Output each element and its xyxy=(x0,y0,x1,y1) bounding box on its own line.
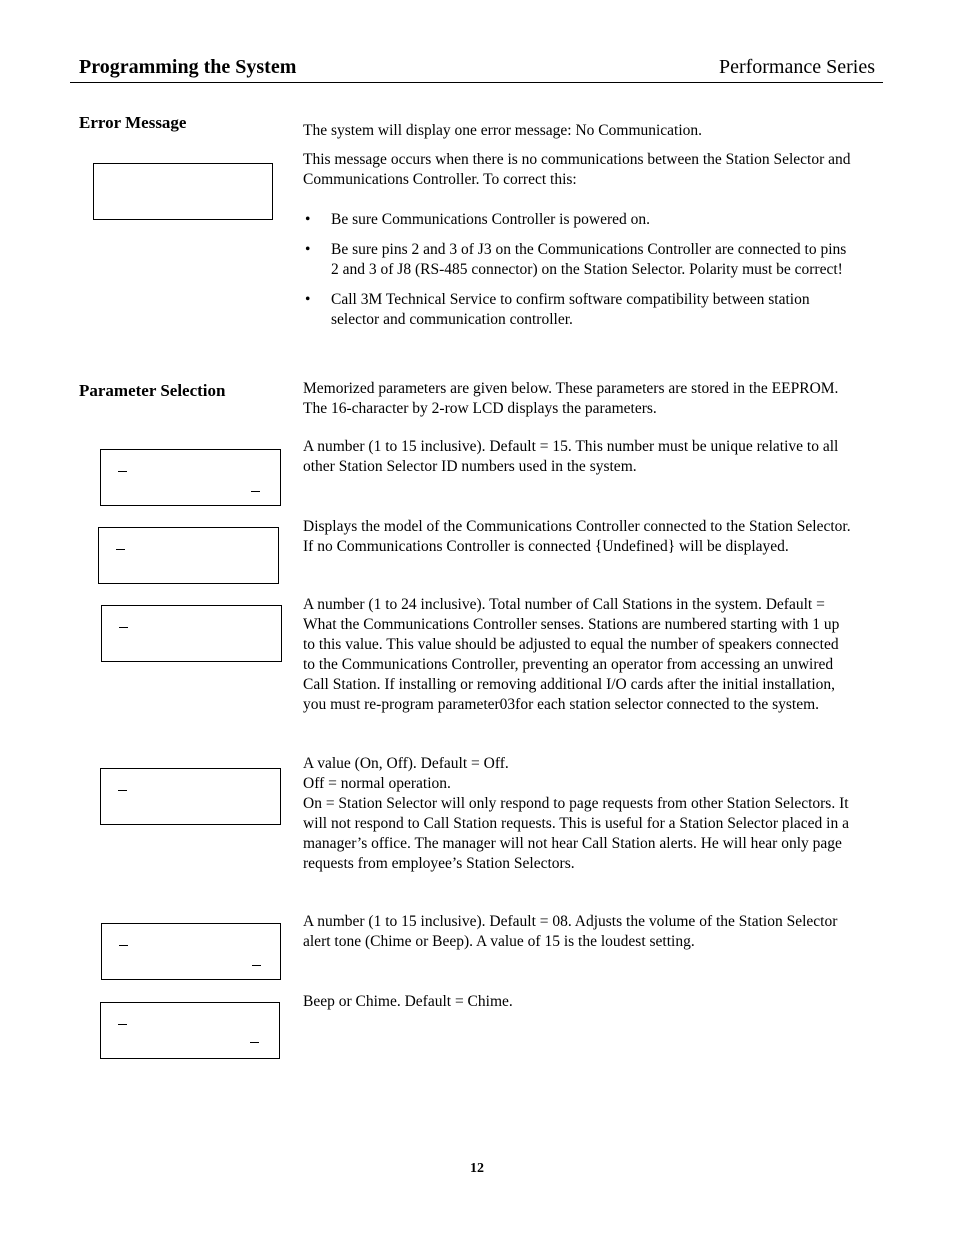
param-5-description xyxy=(303,912,853,952)
lcd-cursor xyxy=(118,471,127,472)
error-fix-list xyxy=(303,210,853,340)
error-intro xyxy=(303,121,853,141)
param-3-text: A number (1 to 24 inclusive). Total number of Call Stations in the system. Default = What the Communications Controller senses. Stations are numbered starting with 1 up to this value. This value should be adjusted to equal the number of speakers connected to the Communications Controller, preventing an operator from accessing an unwired Call Station. If installing or removing additional I/O cards after the initial installation, you must re-program parameter03for each station selector connected to the system. xyxy=(303,596,840,713)
error-intro-text: The system will display one error message: No Communication. xyxy=(303,122,703,139)
lcd-display-param-5 xyxy=(101,923,281,980)
lcd-cursor xyxy=(119,945,128,946)
lcd-display-param-1 xyxy=(100,449,281,506)
param-5-text: A number (1 to 15 inclusive). Default = 08. Adjusts the volume of the Station Selector alert tone (Chime or Beep). A value of 15 is the loudest setting. xyxy=(303,913,838,950)
error-message-heading: Error Message xyxy=(79,113,187,132)
error-description xyxy=(303,150,853,190)
lcd-display-param-2 xyxy=(98,527,279,584)
param-2-description xyxy=(303,517,853,557)
page-number: 12 xyxy=(470,1161,484,1176)
param-1-description xyxy=(303,437,853,477)
page-header-title: Programming the System xyxy=(79,56,297,78)
param-4-description xyxy=(303,754,853,874)
param-6-text: Beep or Chime. Default = Chime. xyxy=(303,993,513,1010)
lcd-cursor xyxy=(118,1024,127,1025)
lcd-cursor xyxy=(252,965,261,966)
lcd-display-param-6 xyxy=(100,1002,280,1059)
parameter-intro-text: Memorized parameters are given below. These parameters are stored in the EEPROM. The 16-character by 2-row LCD displays the parameters. xyxy=(303,380,839,417)
param-2-text: Displays the model of the Communications Controller connected to the Station Selector. If no Communications Controller is connected {Undefined} will be displayed. xyxy=(303,518,851,555)
list-item: • Be sure Communications Controller is powered on. xyxy=(303,210,853,230)
lcd-cursor xyxy=(119,627,128,628)
page-header-series: Performance Series xyxy=(718,56,875,78)
lcd-display-param-4 xyxy=(100,768,281,825)
param-4-line-3: On = Station Selector will only respond to page requests from other Station Selectors. It will not respond to Call Station requests. This is useful for a Station Selector placed in a manager’s office. The manager will not hear Call Station alerts. He will hear only page requests from employee’s Station Selectors. xyxy=(303,795,849,872)
lcd-display-param-3 xyxy=(101,605,282,662)
lcd-cursor xyxy=(118,790,127,791)
header-divider xyxy=(70,82,883,83)
param-4-line-2: Off = normal operation. xyxy=(303,775,451,792)
param-6-description xyxy=(303,992,853,1012)
param-1-text: A number (1 to 15 inclusive). Default = 15. This number must be unique relative to all other Station Selector ID numbers used in the system. xyxy=(303,438,839,475)
lcd-cursor xyxy=(251,491,260,492)
error-description-text: This message occurs when there is no communications between the Station Selector and Communications Controller. To correct this: xyxy=(303,151,851,188)
param-3-description xyxy=(303,595,853,715)
parameter-intro xyxy=(303,379,853,419)
lcd-cursor xyxy=(250,1042,259,1043)
lcd-display-error xyxy=(93,163,273,220)
parameter-selection-heading: Parameter Selection xyxy=(79,381,226,400)
lcd-cursor xyxy=(116,549,125,550)
param-4-line-1: A value (On, Off). Default = Off. xyxy=(303,755,509,772)
list-item: • Call 3M Technical Service to confirm software compatibility between station selector and communication controller. xyxy=(303,290,853,330)
list-item: • Be sure pins 2 and 3 of J3 on the Communications Controller are connected to pins 2 and 3 of J8 (RS-485 connector) on the Station Selector. Polarity must be correct! xyxy=(303,240,853,280)
